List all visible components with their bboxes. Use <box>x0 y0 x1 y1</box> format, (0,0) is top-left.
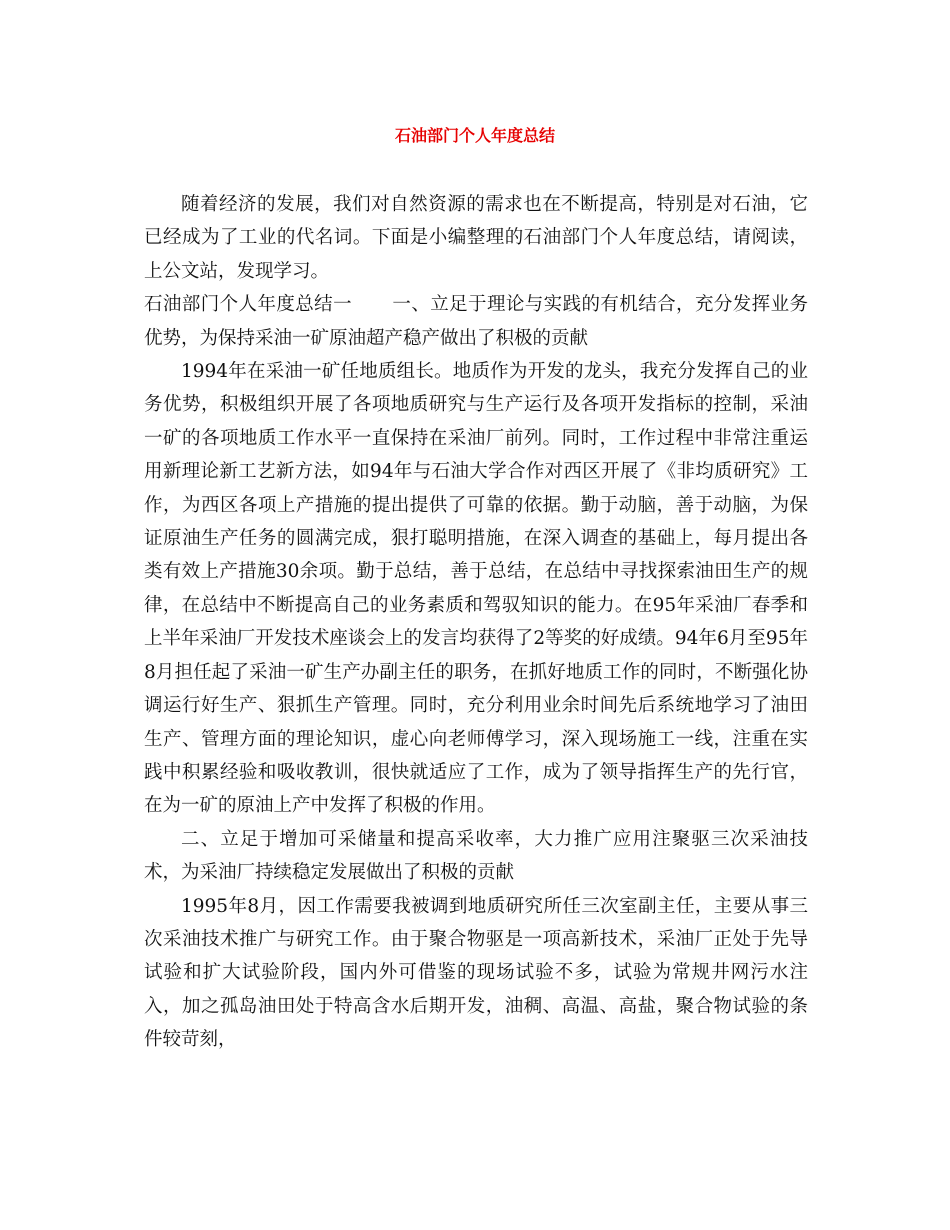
document-title: 石油部门个人年度总结 <box>394 126 555 145</box>
section-one-label: 石油部门个人年度总结一 <box>144 294 352 316</box>
section-one-heading <box>144 288 808 355</box>
paragraph-one: 1994年在采油一矿任地质组长。地质作为开发的龙头，我充分发挥自己的业务优势，积极组织开展了各项地质研究与生产运行及各项开发指标的控制，采油一矿的各项地质工作水平一直保持在采油厂前列。同时，工作过程中非常注重运用新理论新工艺新方法，如94年与石油大学合作对西区开展了《非均质研究》工作，为西区各项上产措施的提出提供了可靠的依据。勤于动脑，善于动脑，为保证原油生产任务的圆满完成，狠打聪明措施，在深入调查的基础上，每月提出各类有效上产措施30余项。勤于总结，善于总结，在总结中寻找探索油田生产的规律，在总结中不断提高自己的业务素质和驾驭知识的能力。在95年采油厂春季和上半年采油厂开发技术座谈会上的发言均获得了2等奖的好成绩。94年6月至95年8月担任起了采油一矿生产办副主任的职务，在抓好地质工作的同时，不断强化协调运行好生产、狠抓生产管理。同时，充分利用业余时间先后系统地学习了油田生产、管理方面的理论知识，虚心向老师傅学习，深入现场施工一线，注重在实践中积累经验和吸收教训，很快就适应了工作，成为了领导指挥生产的先行官，在为一矿的原油上产中发挥了积极的作用。 <box>144 361 808 817</box>
intro-paragraph: 随着经济的发展，我们对自然资源的需求也在不断提高，特别是对石油，它已经成为了工业的代名词。下面是小编整理的石油部门个人年度总结，请阅读，上公文站，发现学习。 <box>144 194 808 282</box>
document-body <box>144 188 808 1057</box>
paragraph-two: 1995年8月，因工作需要我被调到地质研究所任三次室副主任，主要从事三次采油技术推广与研究工作。由于聚合物驱是一项高新技术，采油厂正处于先导试验和扩大试验阶段，国内外可借鉴的现场试验不多，试验为常规井网污水注入，加之孤岛油田处于特高含水后期开发，油稠、高温、高盐，聚合物试验的条件较苛刻， <box>144 895 808 1051</box>
heading-two: 二、立足于增加可采储量和提高采收率，大力推广应用注聚驱三次采油技术，为采油厂持续稳定发展做出了积极的贡献 <box>144 828 808 884</box>
heading-one-text: 一、立足于理论与实践的有机结合，充分发挥业务优势，为保持采油一矿原油超产稳产做出了积极的贡献 <box>144 294 808 349</box>
